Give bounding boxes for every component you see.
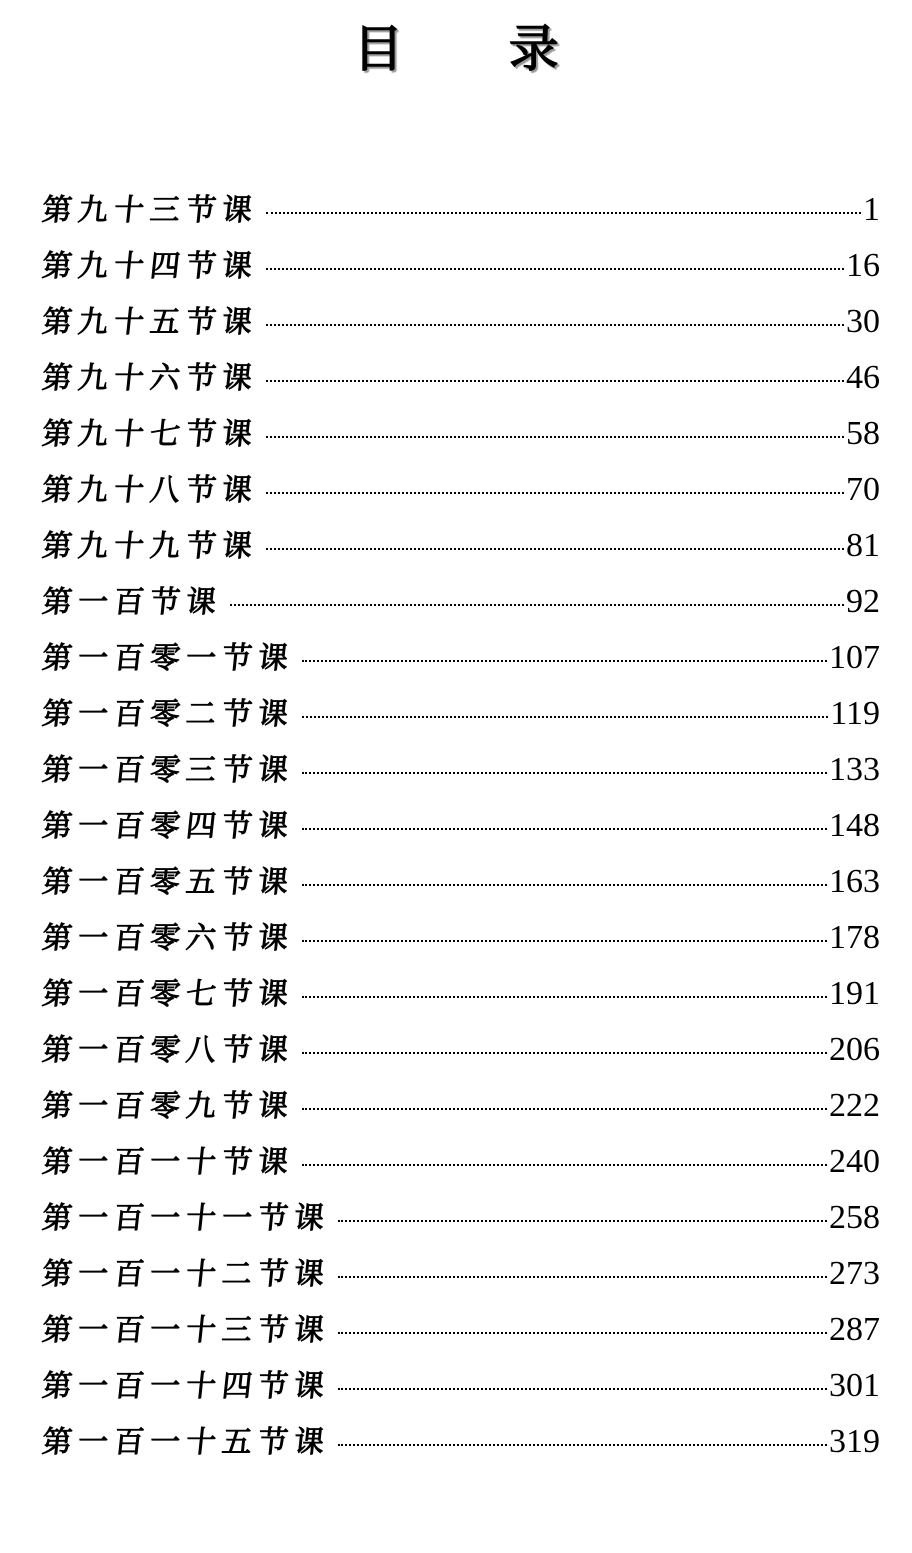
- toc-entry-label: 第一百一十五节课: [40, 1425, 332, 1460]
- toc-entry[interactable]: [42, 742, 880, 798]
- toc-entry[interactable]: [42, 1190, 880, 1246]
- toc-entry-page-number: 148: [829, 807, 880, 844]
- toc-entry-label: 第一百零六节课: [40, 921, 296, 956]
- toc-entry[interactable]: [42, 1302, 880, 1358]
- toc-entry-page-number: 70: [846, 471, 880, 508]
- toc-entry[interactable]: [42, 574, 880, 630]
- toc-entry-page-number: 163: [829, 863, 880, 900]
- toc-entry-label: 第九十三节课: [40, 193, 260, 228]
- toc-entry-page-number: 58: [846, 415, 880, 452]
- toc-dot-leader: [266, 324, 844, 326]
- toc-dot-leader: [338, 1388, 827, 1390]
- toc-dot-leader: [266, 436, 844, 438]
- toc-dot-leader: [302, 1164, 827, 1166]
- toc-entry[interactable]: [42, 966, 880, 1022]
- toc-entry-label: 第九十五节课: [40, 305, 260, 340]
- toc-dot-leader: [302, 940, 827, 942]
- toc-entry-page-number: 178: [829, 919, 880, 956]
- toc-entry-label: 第一百零二节课: [40, 697, 296, 732]
- toc-entry-page-number: 119: [830, 695, 880, 732]
- toc-dot-leader: [302, 660, 827, 662]
- toc-entry-page-number: 319: [829, 1423, 880, 1460]
- toc-entry[interactable]: [42, 406, 880, 462]
- toc-dot-leader: [230, 604, 844, 606]
- toc-dot-leader: [266, 212, 861, 214]
- toc-entry-page-number: 1: [863, 191, 880, 228]
- toc-entry[interactable]: [42, 798, 880, 854]
- toc-entry-page-number: 258: [829, 1199, 880, 1236]
- toc-entry[interactable]: [42, 462, 880, 518]
- toc-entry-label: 第一百零七节课: [40, 977, 296, 1012]
- toc-dot-leader: [302, 1052, 827, 1054]
- toc-entry-page-number: 46: [846, 359, 880, 396]
- toc-entry-page-number: 301: [829, 1367, 880, 1404]
- toc-entry-label: 第一百一十四节课: [40, 1369, 332, 1404]
- toc-entry-label: 第一百一十三节课: [40, 1313, 332, 1348]
- toc-dot-leader: [302, 1108, 827, 1110]
- toc-entry[interactable]: [42, 686, 880, 742]
- page-title: 目 录: [353, 19, 603, 78]
- toc-entry-page-number: 273: [829, 1255, 880, 1292]
- toc-entry-page-number: 206: [829, 1031, 880, 1068]
- toc-dot-leader: [338, 1276, 827, 1278]
- toc-entry-label: 第一百零八节课: [40, 1033, 296, 1068]
- toc-dot-leader: [338, 1332, 827, 1334]
- toc-entry-page-number: 30: [846, 303, 880, 340]
- toc-dot-leader: [266, 492, 844, 494]
- toc-entry-label: 第一百一十一节课: [40, 1201, 332, 1236]
- toc-entry-page-number: 133: [829, 751, 880, 788]
- toc-entry[interactable]: [42, 350, 880, 406]
- toc-entry-label: 第一百零四节课: [40, 809, 296, 844]
- toc-entry-label: 第九十九节课: [40, 529, 260, 564]
- toc-dot-leader: [266, 268, 844, 270]
- toc-dot-leader: [302, 772, 827, 774]
- toc-entry[interactable]: [42, 1022, 880, 1078]
- toc-entry-page-number: 81: [846, 527, 880, 564]
- toc-entry-label: 第九十四节课: [40, 249, 260, 284]
- toc-entry-page-number: 191: [829, 975, 880, 1012]
- toc-entry[interactable]: [42, 518, 880, 574]
- toc-entry-label: 第一百零五节课: [40, 865, 296, 900]
- toc-entry-label: 第一百节课: [40, 585, 224, 620]
- toc-entry-label: 第九十八节课: [40, 473, 260, 508]
- toc-entry[interactable]: [42, 854, 880, 910]
- toc-entry-page-number: 92: [846, 583, 880, 620]
- toc-entry[interactable]: [42, 238, 880, 294]
- toc-dot-leader: [302, 884, 827, 886]
- toc-dot-leader: [302, 828, 827, 830]
- toc-entry[interactable]: [42, 1414, 880, 1470]
- toc-entry-label: 第一百零三节课: [40, 753, 296, 788]
- toc-entry-label: 第一百一十节课: [40, 1145, 296, 1180]
- toc-dot-leader: [266, 548, 844, 550]
- toc-entry[interactable]: [42, 294, 880, 350]
- toc-entry[interactable]: [42, 182, 880, 238]
- toc-entry-page-number: 222: [829, 1087, 880, 1124]
- toc-entry-page-number: 287: [829, 1311, 880, 1348]
- toc-dot-leader: [338, 1220, 827, 1222]
- toc-entry-label: 第九十七节课: [40, 417, 260, 452]
- toc-entry[interactable]: [42, 1134, 880, 1190]
- toc-entry[interactable]: [42, 910, 880, 966]
- toc-entry[interactable]: [42, 1078, 880, 1134]
- toc-entry[interactable]: [42, 1358, 880, 1414]
- toc-entry[interactable]: [42, 1246, 880, 1302]
- toc-entry-page-number: 16: [846, 247, 880, 284]
- toc-dot-leader: [266, 380, 844, 382]
- table-of-contents: [42, 182, 880, 1470]
- toc-entry-page-number: 107: [829, 639, 880, 676]
- toc-entry[interactable]: [42, 630, 880, 686]
- toc-dot-leader: [338, 1444, 827, 1446]
- toc-entry-label: 第一百零九节课: [40, 1089, 296, 1124]
- toc-entry-page-number: 240: [829, 1143, 880, 1180]
- toc-entry-label: 第九十六节课: [40, 361, 260, 396]
- toc-entry-label: 第一百一十二节课: [40, 1257, 332, 1292]
- toc-dot-leader: [302, 996, 827, 998]
- toc-entry-label: 第一百零一节课: [40, 641, 296, 676]
- toc-dot-leader: [302, 716, 828, 718]
